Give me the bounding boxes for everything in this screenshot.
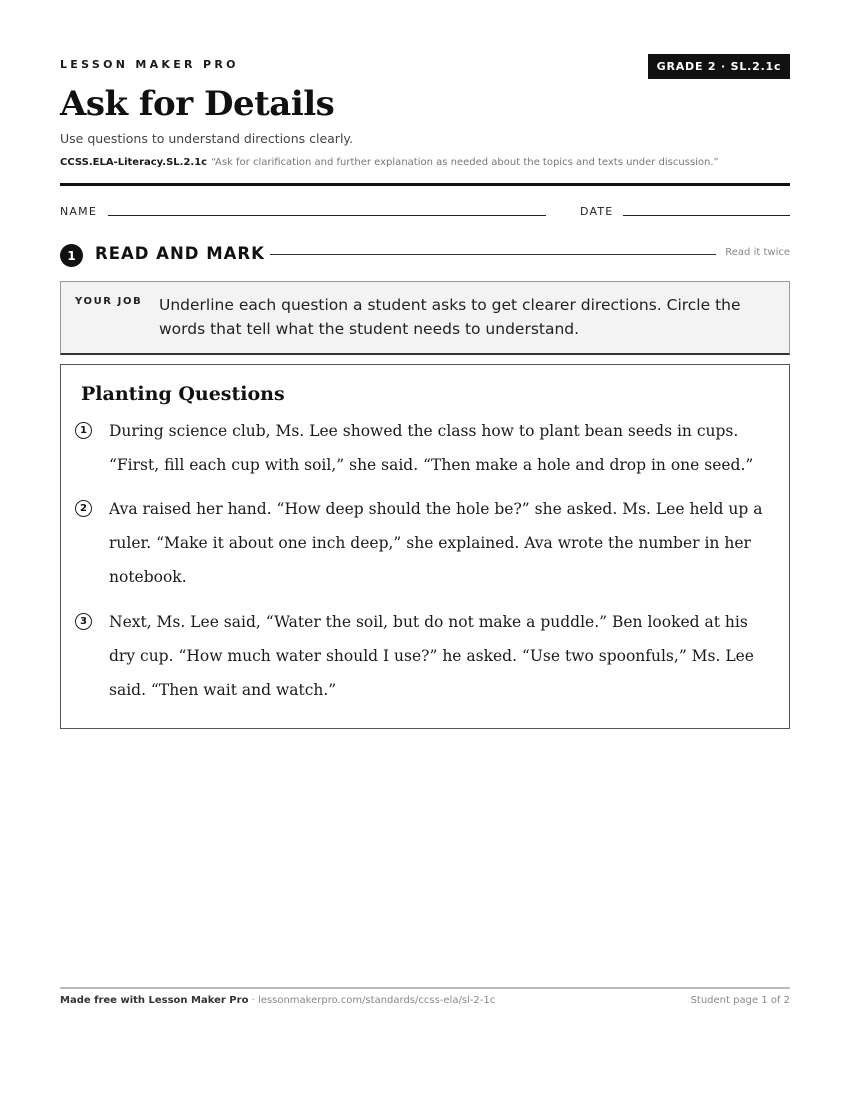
section-number-badge: 1	[60, 244, 83, 267]
date-label: DATE	[580, 205, 614, 218]
footer-credit	[60, 995, 495, 1006]
footer-page-number: Student page 1 of 2	[690, 995, 790, 1006]
instructions-label: YOUR JOB	[75, 296, 143, 307]
paragraph-number: 2	[75, 500, 92, 517]
footer-made-with: Made free with Lesson Maker Pro	[60, 995, 249, 1006]
header-divider	[60, 183, 790, 186]
footer-url[interactable]: · lessonmakerpro.com/standards/ccss-ela/sl-2-1c	[248, 995, 496, 1006]
section-note: Read it twice	[725, 247, 790, 258]
section-rule	[270, 254, 716, 255]
paragraph-text: Next, Ms. Lee said, “Water the soil, but do not make a puddle.” Ben looked at his dry cup. “How much water should I use?” he asked. “Use two spoonfuls,” Ms. Lee said. “Then wait and watch.”	[109, 613, 754, 699]
paragraph-text: During science club, Ms. Lee showed the class how to plant bean seeds in cups. “First, fill each cup with soil,” she said. “Then make a hole and drop in one seed.”	[109, 422, 754, 474]
standard-reference	[60, 157, 719, 168]
story-title: Planting Questions	[81, 383, 285, 405]
section-title: READ AND MARK	[95, 244, 265, 263]
paragraph-text: Ava raised her hand. “How deep should the hole be?” she asked. Ms. Lee held up a ruler. “Make it about one inch deep,” she explained. Ava wrote the number in her notebook.	[109, 500, 763, 586]
name-label: NAME	[60, 205, 97, 218]
paragraph-number: 3	[75, 613, 92, 630]
page-title: Ask for Details	[60, 84, 335, 124]
standard-code: CCSS.ELA-Literacy.SL.2.1c	[60, 157, 208, 168]
instructions-box	[60, 281, 790, 355]
paragraph-number: 1	[75, 422, 92, 439]
story-paragraph-1	[75, 422, 767, 490]
story-paragraph-2	[75, 500, 767, 602]
date-field[interactable]	[623, 215, 790, 216]
worksheet-page	[60, 0, 790, 1100]
page-subtitle: Use questions to understand directions clearly.	[60, 131, 354, 146]
footer-divider	[60, 987, 790, 989]
section-heading	[60, 242, 790, 268]
story-paragraph-3	[75, 613, 767, 715]
grade-badge: GRADE 2 · SL.2.1c	[648, 54, 790, 79]
story-passage	[60, 364, 790, 729]
instructions-text: Underline each question a student asks to get clearer directions. Circle the words that tell what the student needs to understand.	[159, 296, 741, 338]
name-field[interactable]	[108, 215, 546, 216]
brand-name: LESSON MAKER PRO	[60, 58, 239, 71]
standard-text: “Ask for clarification and further explanation as needed about the topics and texts under discussion.”	[211, 157, 719, 168]
